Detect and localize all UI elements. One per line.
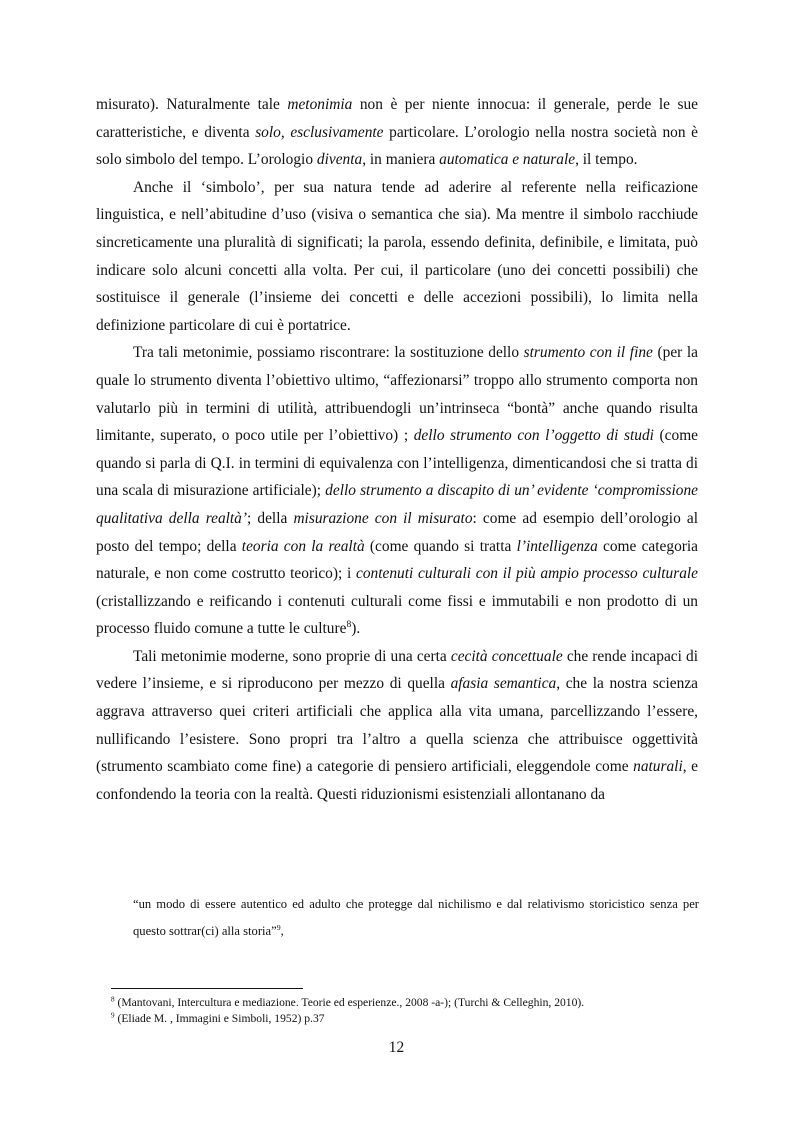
text-run: ; della: [247, 509, 294, 527]
paragraph: [96, 339, 698, 643]
quote-trailing: ,: [280, 924, 284, 938]
italic-run: dello strumento con l’oggetto di studi: [413, 427, 654, 445]
text-run: come categoria naturale, e non come costrutto teorico); i: [96, 537, 698, 583]
page-number: 12: [388, 1039, 405, 1056]
paragraph: [96, 91, 698, 174]
text-run: Anche il ‘simbolo’, per sua natura tende ad aderire al referente nella reificazione linguistica, e nell’abitudine d’uso (visiva o semantica che sia). Ma mentre il simbolo racchiude sincreticamente una pluralità di significati; la parola, essendo definita, definibile, e limitata, può indicare solo alcuni concetti alla volta. Per cui, il particolare (uno dei concetti possibili) che sostituisce il generale (l’insieme dei concetti e delle accezioni possibili), lo limita nella definizione particolare di cui è portatrice.: [96, 178, 698, 334]
italic-run: l’intelligenza: [516, 537, 598, 555]
italic-run: esclusivamente: [290, 123, 384, 141]
footnotes: [111, 995, 711, 1027]
text-run: particolare. L’orologio nella nostra società non è solo simbolo del tempo. L’orologio: [96, 123, 698, 169]
quote-text: “un modo di essere autentico ed adulto che protegge dal nichilismo e dal relativismo storicistico senza per questo sottrar(ci) alla storia”: [133, 897, 699, 938]
text-run: , e confondendo la teoria con la realtà. Questi riduzionismi esistenziali allontanano da: [96, 758, 698, 803]
italic-run: naturali: [633, 758, 683, 776]
italic-run: metonimia: [287, 96, 353, 113]
block-quote: [133, 891, 699, 945]
footnote-text: (Mantovani, Intercultura e mediazione. Teorie ed esperienze., 2008 -a-); (Turchi & Celleghin, 2010).: [114, 996, 585, 1009]
italic-run: dello strumento a discapito di un’ evidente ‘compromissione qualitativa della realtà’: [96, 482, 699, 527]
text-run: (cristallizzando e reificando i contenuti culturali come fissi e immutabili e non prodotto di un processo fluido comune a tutte le culture: [96, 592, 698, 638]
text-run: non è per niente innocua: il generale, perde le sue caratteristiche, e diventa: [96, 96, 698, 141]
italic-run: solo: [255, 123, 281, 141]
italic-run: contenuti culturali con il più ampio processo culturale: [356, 565, 699, 583]
footnote-separator: [111, 988, 303, 989]
body-text: [96, 91, 698, 808]
text-run: , che la nostra scienza aggrava attraverso quei criteri artificiali che applica alla vita umana, parcellizzando l’essere, nullificando l’esistere. Sono propri tra l’altro a quella scienza che attribuisce oggettività (strumento scambiato come fine) a categorie di pensiero artificiali, eleggendole come: [96, 675, 698, 776]
italic-run: automatica e naturale: [439, 151, 576, 169]
text-run: misurato). Naturalmente tale: [96, 96, 288, 113]
italic-run: afasia semantica: [450, 675, 557, 693]
text-run: , il tempo.: [575, 151, 638, 169]
footnote-8: [111, 995, 711, 1011]
text-run: ).: [351, 620, 361, 638]
text-run: Tali metonimie moderne, sono proprie di una certa: [133, 647, 451, 665]
text-run: , in maniera: [362, 151, 440, 169]
text-run: che rende incapaci di vedere l’insieme, e si riproducono per mezzo di quella: [96, 647, 698, 693]
italic-run: teoria con la realtà: [241, 537, 365, 555]
footnote-reference: 8: [346, 619, 352, 631]
text-run: (come quando si parla di Q.I. in termini di equivalenza con l’intelligenza, dimenticandosi che si tratta di una scala di misurazione artificiale);: [96, 427, 699, 500]
footnote-text: (Eliade M. , Immagini e Simboli, 1952) p.37: [114, 1012, 325, 1025]
footnote-mark: 9: [111, 1011, 115, 1020]
text-run: ,: [280, 123, 291, 141]
italic-run: cecità concettuale: [450, 647, 563, 665]
italic-run: misurazione con il misurato: [293, 509, 473, 527]
footnote-9: [111, 1011, 711, 1027]
paragraph: [96, 643, 698, 809]
paragraph: [96, 174, 698, 340]
footnote-mark: 8: [111, 995, 115, 1004]
text-run: : come ad esempio dell’orologio al posto del tempo; della: [96, 509, 699, 555]
text-run: (come quando si tratta: [364, 537, 517, 555]
quote-footnote-mark: 9: [276, 922, 281, 932]
italic-run: strumento con il fine: [523, 344, 653, 362]
text-run: (per la quale lo strumento diventa l’obiettivo ultimo, “affezionarsi” troppo allo strumento comporta non valutarlo più in termini di utilità, attribuendogli un’intrinseca “bontà” anche quando risulta limitante, superato, o poco utile per l’obiettivo) ;: [96, 344, 698, 445]
text-run: Tra tali metonimie, possiamo riscontrare: la sostituzione dello: [133, 344, 524, 362]
italic-run: diventa: [316, 151, 363, 169]
